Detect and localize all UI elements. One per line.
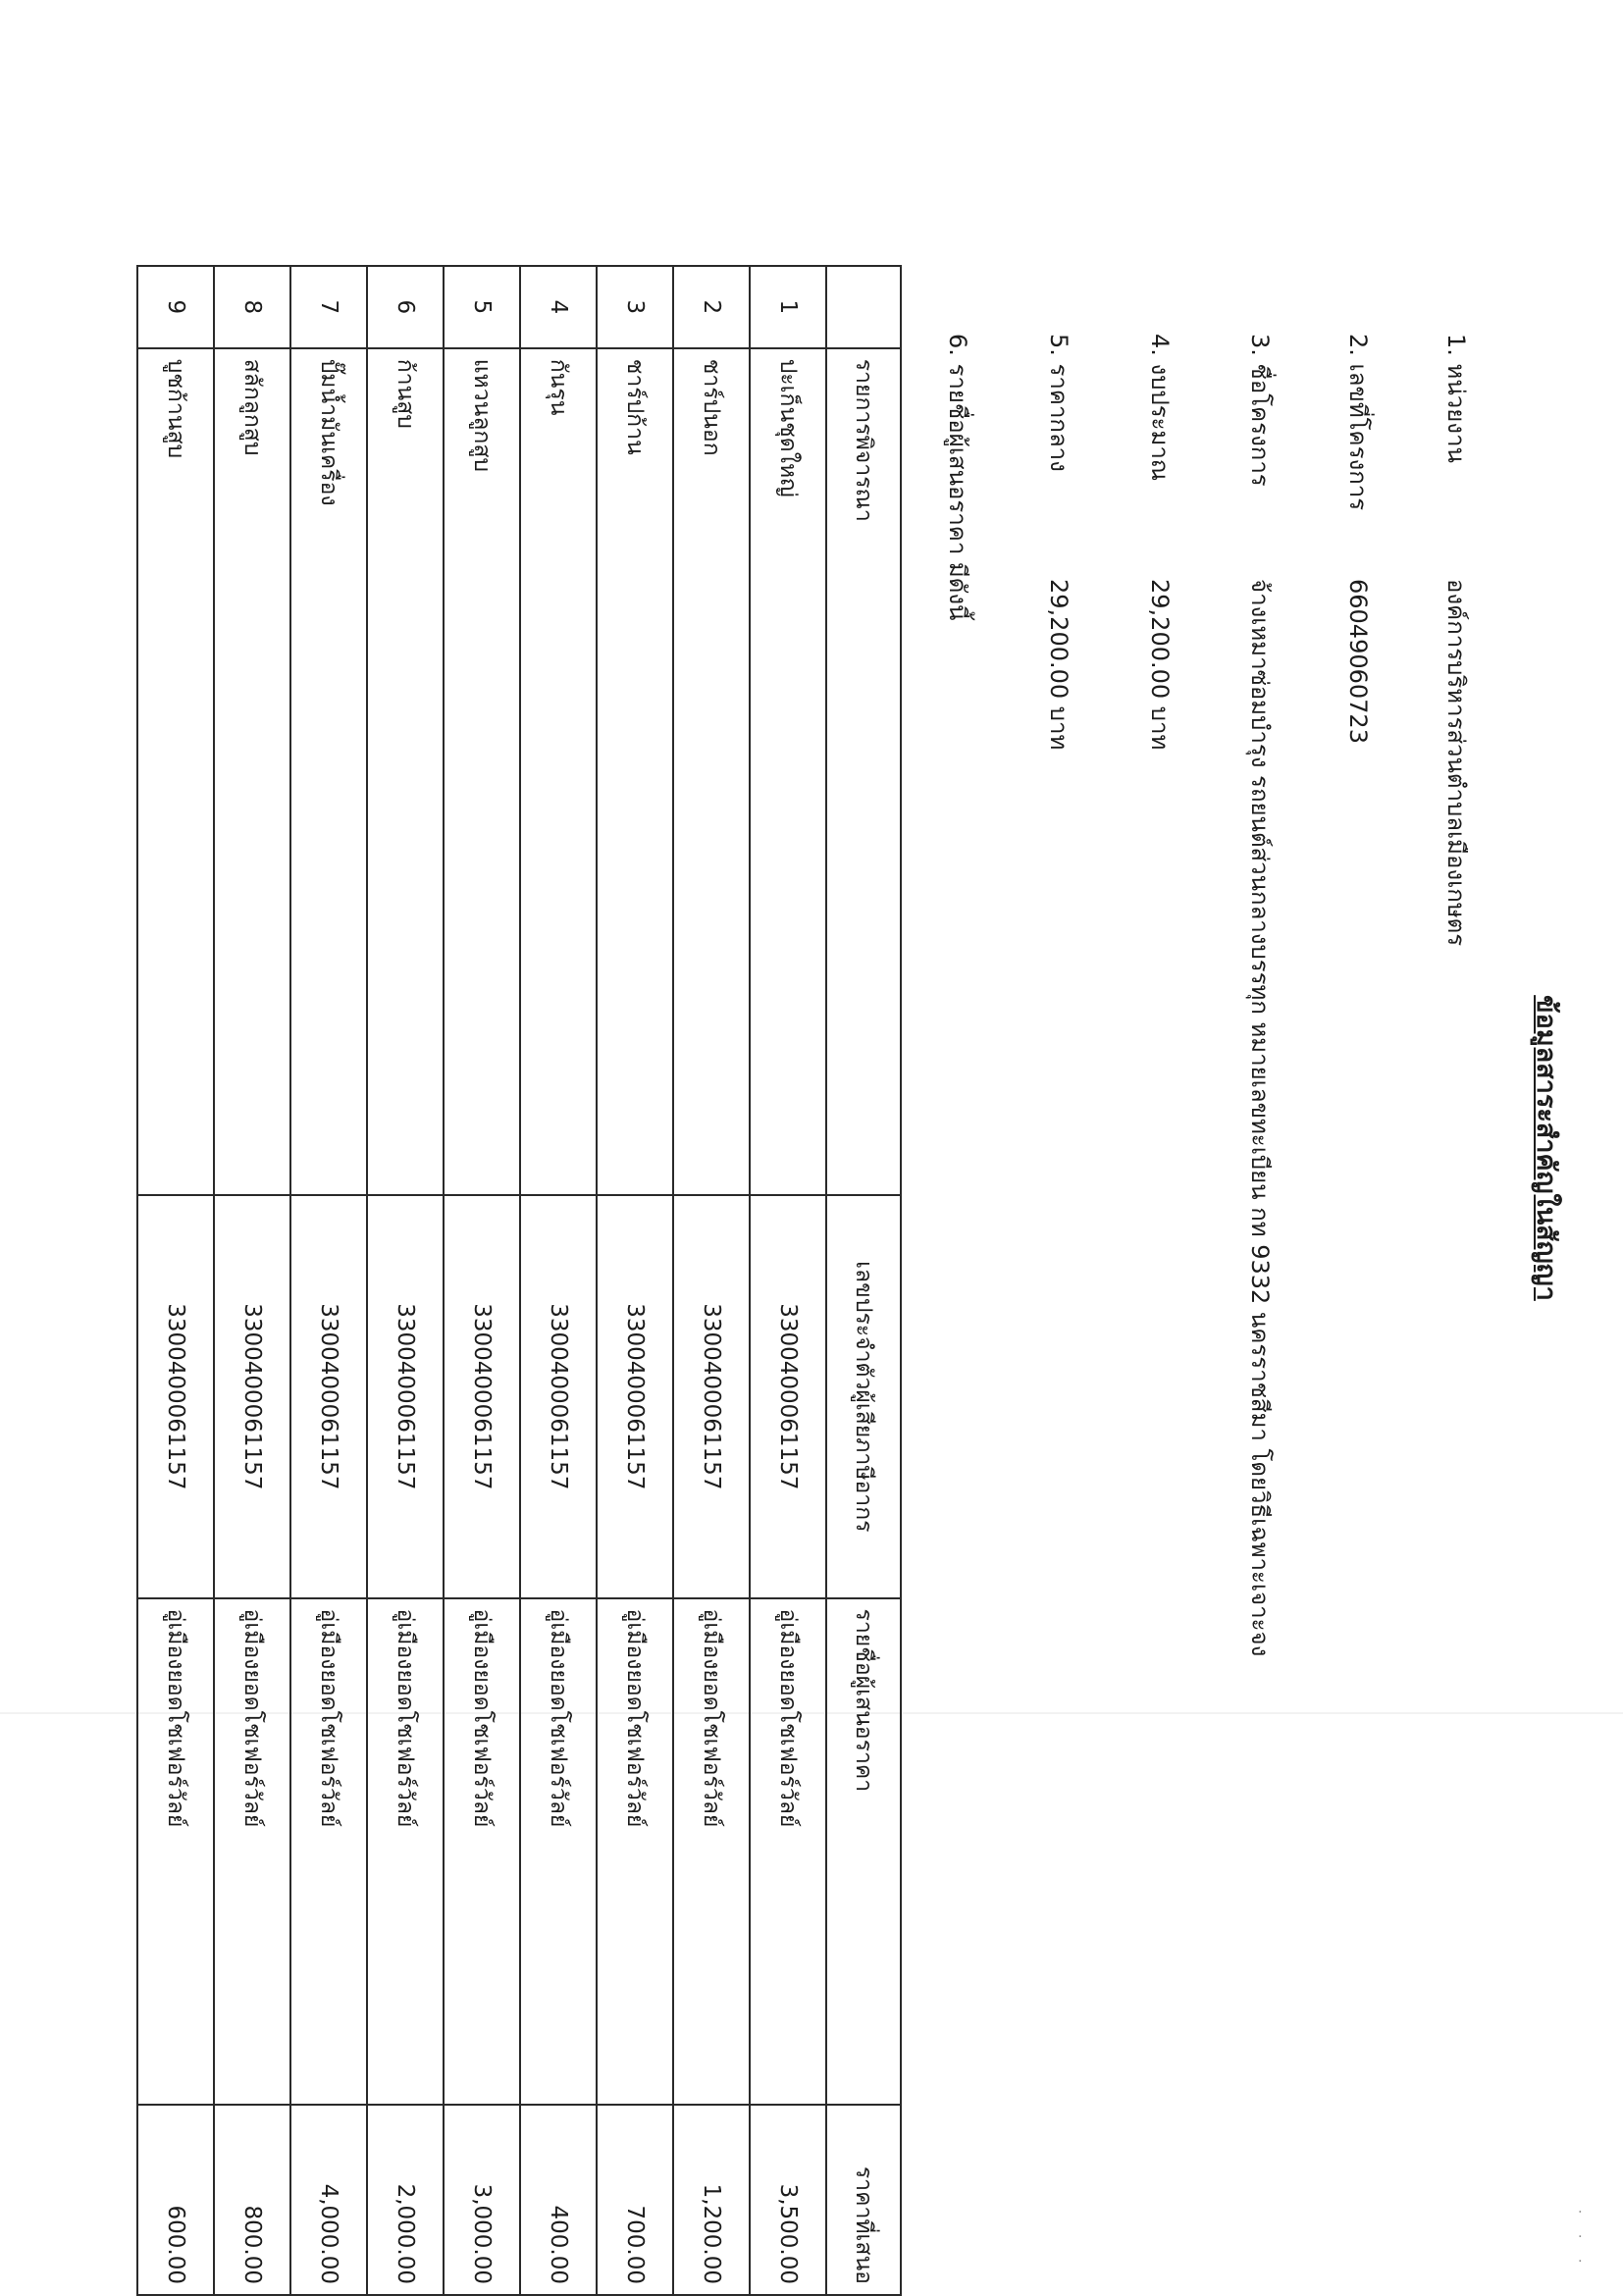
- row-price: 600.00: [137, 2105, 214, 2295]
- table-row: [137, 266, 214, 2295]
- row-no: 6: [367, 266, 444, 348]
- row-item: ปะเก็นชุดใหญ่: [750, 348, 826, 1195]
- table-header-row: [826, 266, 901, 2295]
- row-vendor: อู่เมืองยอดโชเฟอร์วัลย์: [214, 1598, 290, 2106]
- row-no: 8: [214, 266, 290, 348]
- row-taxid: 3300400061157: [520, 1195, 597, 1597]
- info-budget: 4. งบประมาณ29,200.00 บาท: [1146, 334, 1174, 751]
- scan-artifact: ˙ ˙ ˙: [1565, 2208, 1584, 2271]
- row-taxid: 3300400061157: [444, 1195, 520, 1597]
- row-no: 1: [750, 266, 826, 348]
- row-price: 800.00: [214, 2105, 290, 2295]
- table-row: [367, 266, 444, 2295]
- row-no: 3: [597, 266, 673, 348]
- document-title: ข้อมูลสาระสำคัญในสัญญา: [1531, 995, 1561, 1301]
- table-row: [750, 266, 826, 2295]
- row-price: 1,200.00: [673, 2105, 750, 2295]
- row-price: 3,500.00: [750, 2105, 826, 2295]
- row-no: 5: [444, 266, 520, 348]
- row-price: 700.00: [597, 2105, 673, 2295]
- row-vendor: อู่เมืองยอดโชเฟอร์วัลย์: [137, 1598, 214, 2106]
- row-vendor: อู่เมืองยอดโชเฟอร์วัลย์: [444, 1598, 520, 2106]
- header-vendor: รายชื่อผู้เสนอราคา: [826, 1598, 901, 2106]
- row-item: บูชก้านสูบ: [137, 348, 214, 1195]
- row-no: 7: [290, 266, 367, 348]
- table-row: [520, 266, 597, 2295]
- table-row: [597, 266, 673, 2295]
- row-item: ชาร์ปก้าน: [597, 348, 673, 1195]
- header-item: รายการพิจารณา: [826, 348, 901, 1195]
- info-project-number: 2. เลขที่โครงการ66049060723: [1344, 334, 1372, 744]
- row-no: 2: [673, 266, 750, 348]
- table-row: [214, 266, 290, 2295]
- table-row: [673, 266, 750, 2295]
- row-no: 4: [520, 266, 597, 348]
- row-item: กันรุน: [520, 348, 597, 1195]
- info-median-price: 5. ราคากลาง29,200.00 บาท: [1045, 334, 1073, 751]
- table-row: [444, 266, 520, 2295]
- bidders-section-heading: 6. รายชื่อผู้เสนอราคา มีดังนี้: [944, 334, 971, 621]
- row-item: ก้านสูบ: [367, 348, 444, 1195]
- row-item: แหวนลูกสูบ: [444, 348, 520, 1195]
- row-item: สลักลูกสูบ: [214, 348, 290, 1195]
- row-vendor: อู่เมืองยอดโชเฟอร์วัลย์: [367, 1598, 444, 2106]
- row-item: ชาร์ปนอก: [673, 348, 750, 1195]
- row-taxid: 3300400061157: [137, 1195, 214, 1597]
- row-no: 9: [137, 266, 214, 348]
- row-price: 2,000.00: [367, 2105, 444, 2295]
- row-vendor: อู่เมืองยอดโชเฟอร์วัลย์: [290, 1598, 367, 2106]
- header-taxid: เลขประจำตัวผู้เสียภาษีอากร: [826, 1195, 901, 1597]
- row-vendor: อู่เมืองยอดโชเฟอร์วัลย์: [750, 1598, 826, 2106]
- row-vendor: อู่เมืองยอดโชเฟอร์วัลย์: [673, 1598, 750, 2106]
- info-project-name: 3. ชื่อโครงการจ้างเหมาซ่อมบำรุง รถยนต์ส่วนกลางบรรทุก หมายเลขทะเบียน กท 9332 นครราชสีมา โดยวิธีเฉพาะเจาะจง: [1246, 334, 1274, 1657]
- row-taxid: 3300400061157: [214, 1195, 290, 1597]
- row-taxid: 3300400061157: [597, 1195, 673, 1597]
- info-agency: 1. หน่วยงานองค์การบริหารส่วนตำบลเมืองเกษตร: [1442, 334, 1470, 947]
- table-row: [290, 266, 367, 2295]
- row-taxid: 3300400061157: [673, 1195, 750, 1597]
- row-vendor: อู่เมืองยอดโชเฟอร์วัลย์: [520, 1598, 597, 2106]
- row-taxid: 3300400061157: [750, 1195, 826, 1597]
- row-taxid: 3300400061157: [367, 1195, 444, 1597]
- row-price: 400.00: [520, 2105, 597, 2295]
- header-no: [826, 266, 901, 348]
- row-price: 3,000.00: [444, 2105, 520, 2295]
- row-item: ปั๊มน้ำมันเครื่อง: [290, 348, 367, 1195]
- row-vendor: อู่เมืองยอดโชเฟอร์วัลย์: [597, 1598, 673, 2106]
- bidders-table: [136, 265, 902, 2296]
- row-price: 4,000.00: [290, 2105, 367, 2295]
- header-price: ราคาที่เสนอ: [826, 2105, 901, 2295]
- row-taxid: 3300400061157: [290, 1195, 367, 1597]
